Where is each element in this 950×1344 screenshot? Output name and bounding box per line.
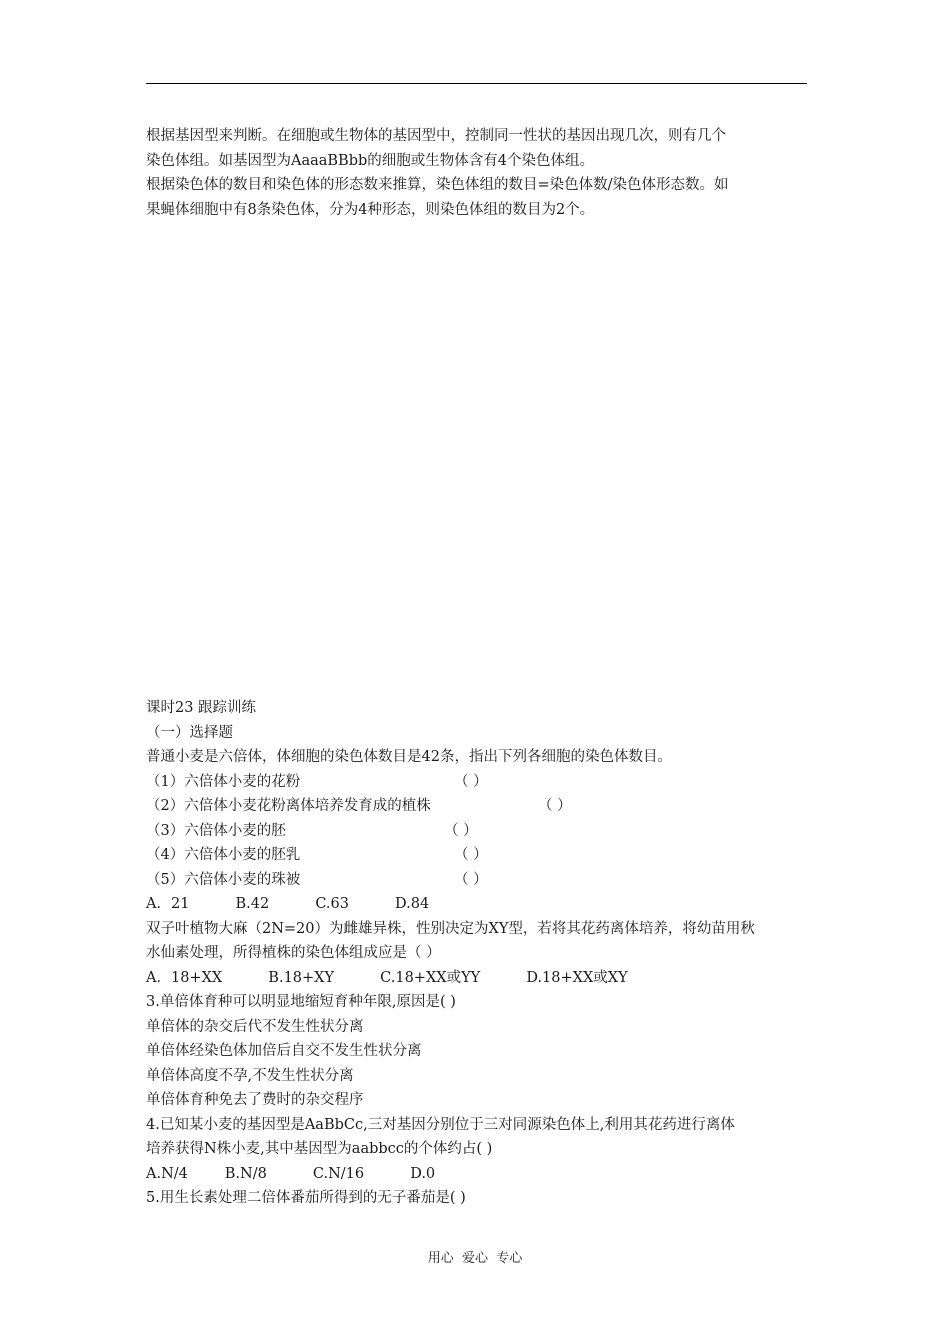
answer-blank: （ ）: [454, 773, 488, 790]
section-title: （一）选择题: [146, 724, 233, 741]
exercise-section: [146, 696, 810, 1211]
intro-line: 根据基因型来判断。在细胞或生物体的基因型中，控制同一性状的基因出现几次，则有几个: [146, 128, 726, 144]
question-3-option: 单倍体经染色体加倍后自交不发生性状分离: [146, 1043, 422, 1059]
question-3-option: 单倍体育种免去了费时的杂交程序: [146, 1092, 364, 1108]
header-rule: [146, 83, 807, 84]
question-4-stem: 培养获得N株小麦,其中基因型为aabbcc的个体约占( ): [146, 1141, 493, 1157]
question-4-stem: 4.已知某小麦的基因型是AaBbCc,三对基因分别位于三对同源染色体上,利用其花药进行离体: [146, 1116, 735, 1133]
intro-line: 染色体组。如基因型为AaaaBBbb的细胞或生物体含有4个染色体组。: [146, 152, 595, 169]
question-2-stem: 双子叶植物大麻（2N=20）为雌雄异株，性别决定为XY型，若将其花药离体培养，将幼苗用秋: [146, 920, 755, 937]
question-1-item: [146, 794, 810, 819]
item-text: （5）六倍体小麦的珠被: [146, 871, 301, 888]
answer-blank: （ ）: [538, 798, 572, 814]
question-3-stem: 3.单倍体育种可以明显地缩短育种年限,原因是( ): [146, 994, 456, 1010]
page-footer: 用心 爱心 专心: [427, 1251, 523, 1266]
answer-blank: （ ）: [454, 871, 488, 888]
question-4-options: A.N/4 B.N/8 C.N/16 D.0: [146, 1165, 436, 1182]
question-2-options: A．18+XX B.18+XY C.18+XX或YY D.18+XX或XY: [146, 969, 628, 986]
question-1-options: A．21 B.42 C.63 D.84: [146, 896, 430, 912]
question-1-item: [146, 843, 810, 868]
item-text: （2）六倍体小麦花粉离体培养发育成的植株: [146, 798, 431, 814]
answer-blank: （ ）: [444, 822, 478, 839]
item-text: （1）六倍体小麦的花粉: [146, 773, 301, 790]
intro-line: 果蝇体细胞中有8条染色体，分为4种形态，则染色体组的数目为2个。: [146, 201, 595, 218]
question-1-item: [146, 868, 810, 893]
question-1-item: [146, 819, 810, 844]
question-3-option: 单倍体的杂交后代不发生性状分离: [146, 1018, 364, 1035]
intro-line: 根据染色体的数目和染色体的形态数来推算，染色体组的数目=染色体数/染色体形态数。如: [146, 177, 729, 193]
question-3-option: 单倍体高度不孕,不发生性状分离: [146, 1067, 354, 1084]
question-1-item: [146, 770, 810, 795]
item-text: （3）六倍体小麦的胚: [146, 822, 286, 839]
intro-text: [146, 124, 810, 222]
question-1-stem: 普通小麦是六倍体，体细胞的染色体数目是42条，指出下列各细胞的染色体数目。: [146, 749, 672, 765]
answer-blank: （ ）: [454, 847, 488, 863]
question-5-stem: 5.用生长素处理二倍体番茄所得到的无子番茄是( ): [146, 1190, 466, 1206]
item-text: （4）六倍体小麦的胚乳: [146, 847, 301, 863]
question-2-stem: 水仙素处理，所得植株的染色体组成应是（ ）: [146, 945, 441, 961]
lesson-heading: 课时23 跟踪训练: [146, 700, 257, 716]
